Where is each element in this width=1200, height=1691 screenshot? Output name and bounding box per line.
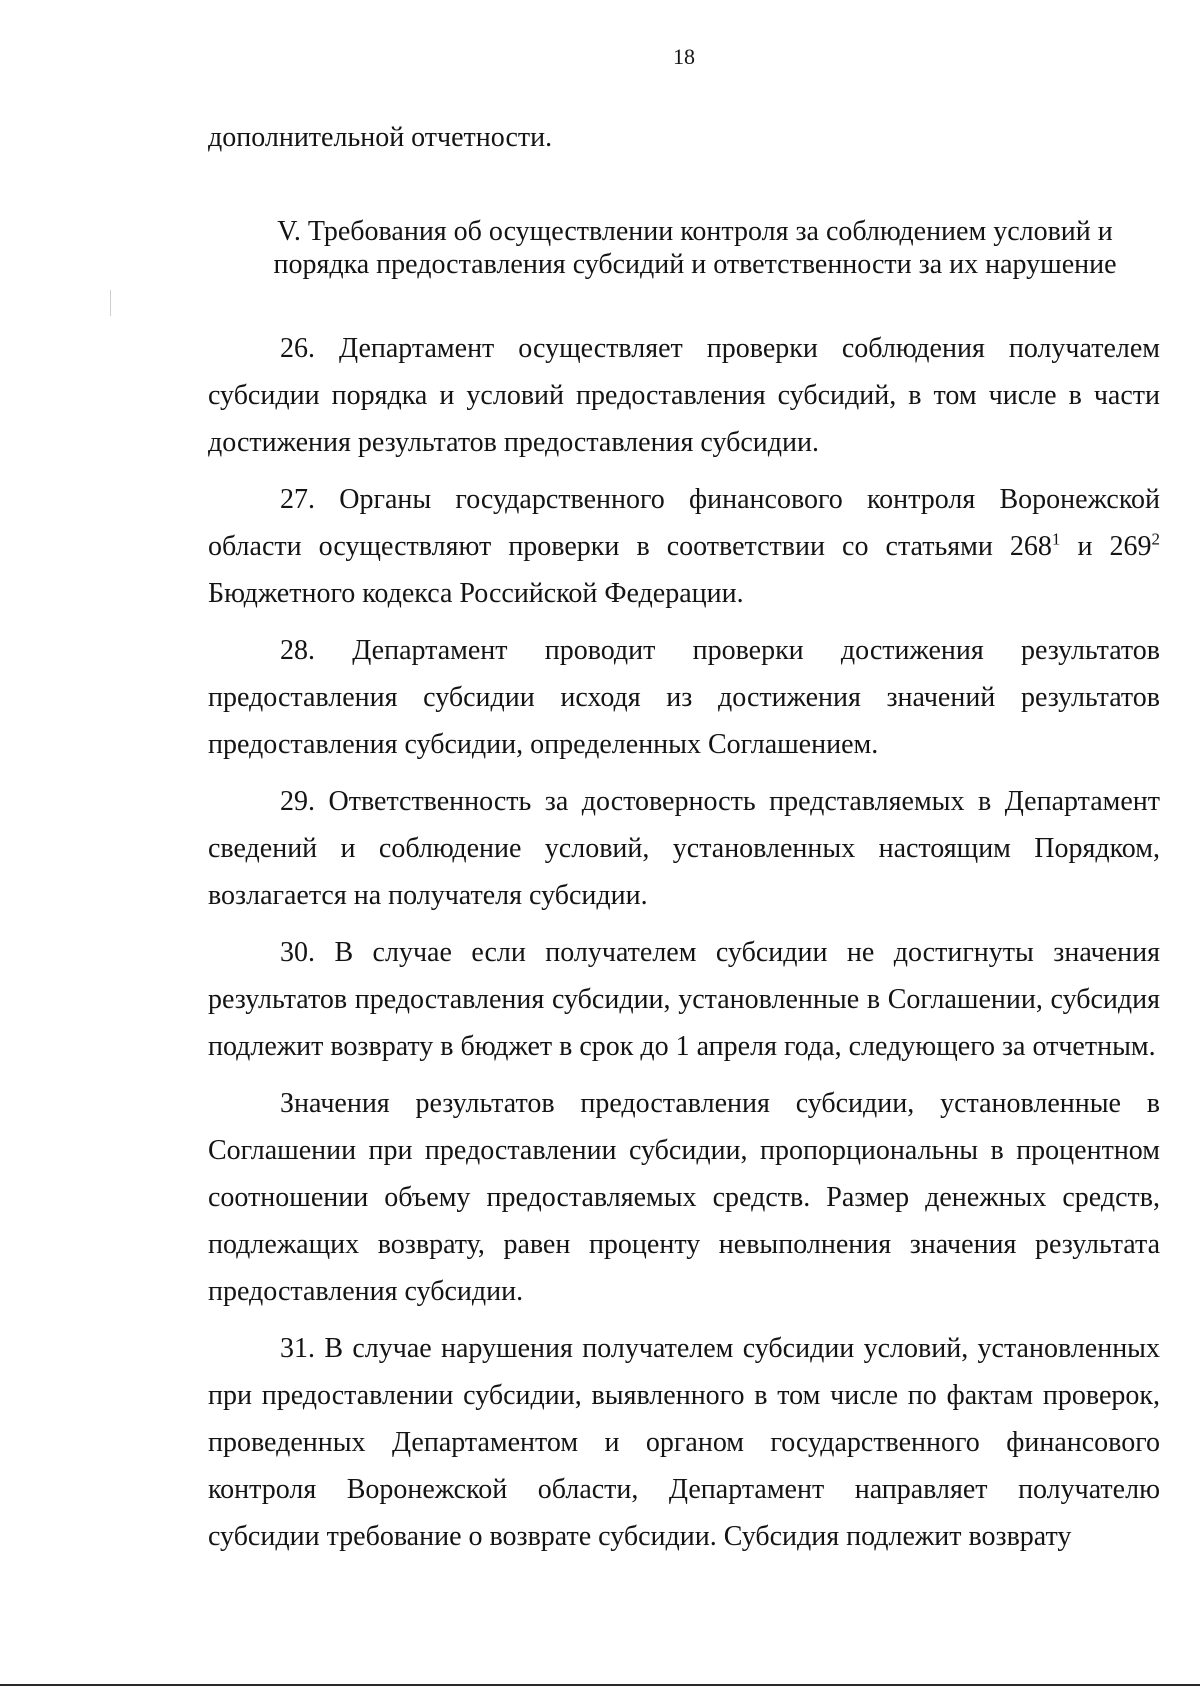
paragraph-27 bbox=[208, 476, 1160, 617]
paragraph-28: 28. Департамент проводит проверки достижения результатов предоставления субсидии исходя из достижения значений результатов предоставления субсидии, определенных Соглашением. bbox=[208, 635, 1160, 760]
paragraph-30: 30. В случае если получателем субсидии не достигнуты значения результатов предоставления субсидии, установленные в Соглашении, субсидия подлежит возврату в бюджет в срок до 1 апреля года, следующего за отчетным. bbox=[208, 937, 1160, 1062]
superscript-1: 1 bbox=[1051, 529, 1061, 549]
paragraph-30-continuation: Значения результатов предоставления субсидии, установленные в Соглашении при предоставлении субсидии, пропорциональны в процентном соотношении объему предоставляемых средств. Размер денежных средств, подлежащих возврату, равен проценту невыполнения значения результата предоставления субсидии. bbox=[208, 1088, 1160, 1307]
continuation-line: дополнительной отчетности. bbox=[208, 122, 553, 153]
scan-artifact bbox=[110, 290, 111, 316]
page-number bbox=[0, 44, 1200, 70]
document-body bbox=[208, 325, 1160, 1560]
paragraph-27-text-a: 27. Органы государственного финансового контроля Воронежской области осуществляют проверки в соответствии со статьями 268 bbox=[208, 484, 1160, 562]
page-bottom-rule bbox=[0, 1684, 1200, 1686]
section-heading bbox=[230, 215, 1160, 281]
paragraph-27-text-b: и 269 bbox=[1060, 531, 1152, 562]
paragraph-31: 31. В случае нарушения получателем субсидии условий, установленных при предоставлении субсидии, выявленного в том числе по фактам проверок, проведенных Департаментом и органом государственного финансового контроля Воронежской области, Департамент направляет получателю субсидии требование о возврате субсидии. Субсидия подлежит возврату bbox=[208, 1333, 1160, 1552]
paragraph-29: 29. Ответственность за достоверность представляемых в Департамент сведений и соблюдение условий, установленных настоящим Порядком, возлагается на получателя субсидии. bbox=[208, 786, 1160, 911]
page-number-text: 18 bbox=[673, 44, 695, 69]
superscript-2: 2 bbox=[1151, 529, 1161, 549]
section-heading-line-2: порядка предоставления субсидий и ответственности за их нарушение bbox=[273, 249, 1117, 280]
paragraph-26: 26. Департамент осуществляет проверки соблюдения получателем субсидии порядка и условий предоставления субсидий, в том числе в части достижения результатов предоставления субсидии. bbox=[208, 333, 1160, 458]
section-heading-line-1: V. Требования об осуществлении контроля за соблюдением условий и bbox=[277, 216, 1113, 247]
paragraph-27-text-c: Бюджетного кодекса Российской Федерации. bbox=[208, 578, 744, 609]
